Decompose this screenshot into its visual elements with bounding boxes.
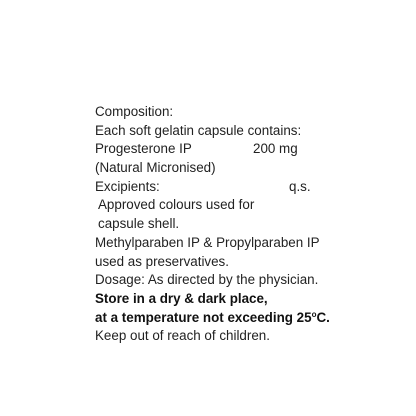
storage-unit: C. xyxy=(316,309,330,325)
ingredient-dose: 200 mg xyxy=(253,141,298,157)
ingredient-name: Progesterone IP xyxy=(95,141,192,157)
excipients-label: Excipients: xyxy=(95,178,160,194)
composition-heading: Composition: xyxy=(95,104,174,119)
preservatives-line-1: Methylparaben IP & Propylparaben IP xyxy=(95,234,320,250)
dosage-line: Dosage: As directed by the physician. xyxy=(95,272,319,288)
ingredient-note: (Natural Micronised) xyxy=(95,160,216,176)
storage-line-1: Store in a dry & dark place, xyxy=(95,290,268,306)
children-warning: Keep out of reach of children. xyxy=(95,328,270,344)
storage-line-2 xyxy=(95,309,395,328)
excipients-row xyxy=(95,178,395,197)
degree-symbol: o xyxy=(311,309,317,319)
ingredient-row xyxy=(95,140,395,159)
product-label-text xyxy=(95,103,395,346)
excipients-value: q.s. xyxy=(289,178,311,194)
preservatives-line-2: used as preservatives. xyxy=(95,253,229,269)
colours-line-2: capsule shell. xyxy=(98,216,180,232)
capsule-contains-line: Each soft gelatin capsule contains: xyxy=(95,122,302,138)
storage-temperature-text: at a temperature not exceeding 25 xyxy=(95,309,312,325)
colours-line-1: Approved colours used for xyxy=(98,197,255,213)
